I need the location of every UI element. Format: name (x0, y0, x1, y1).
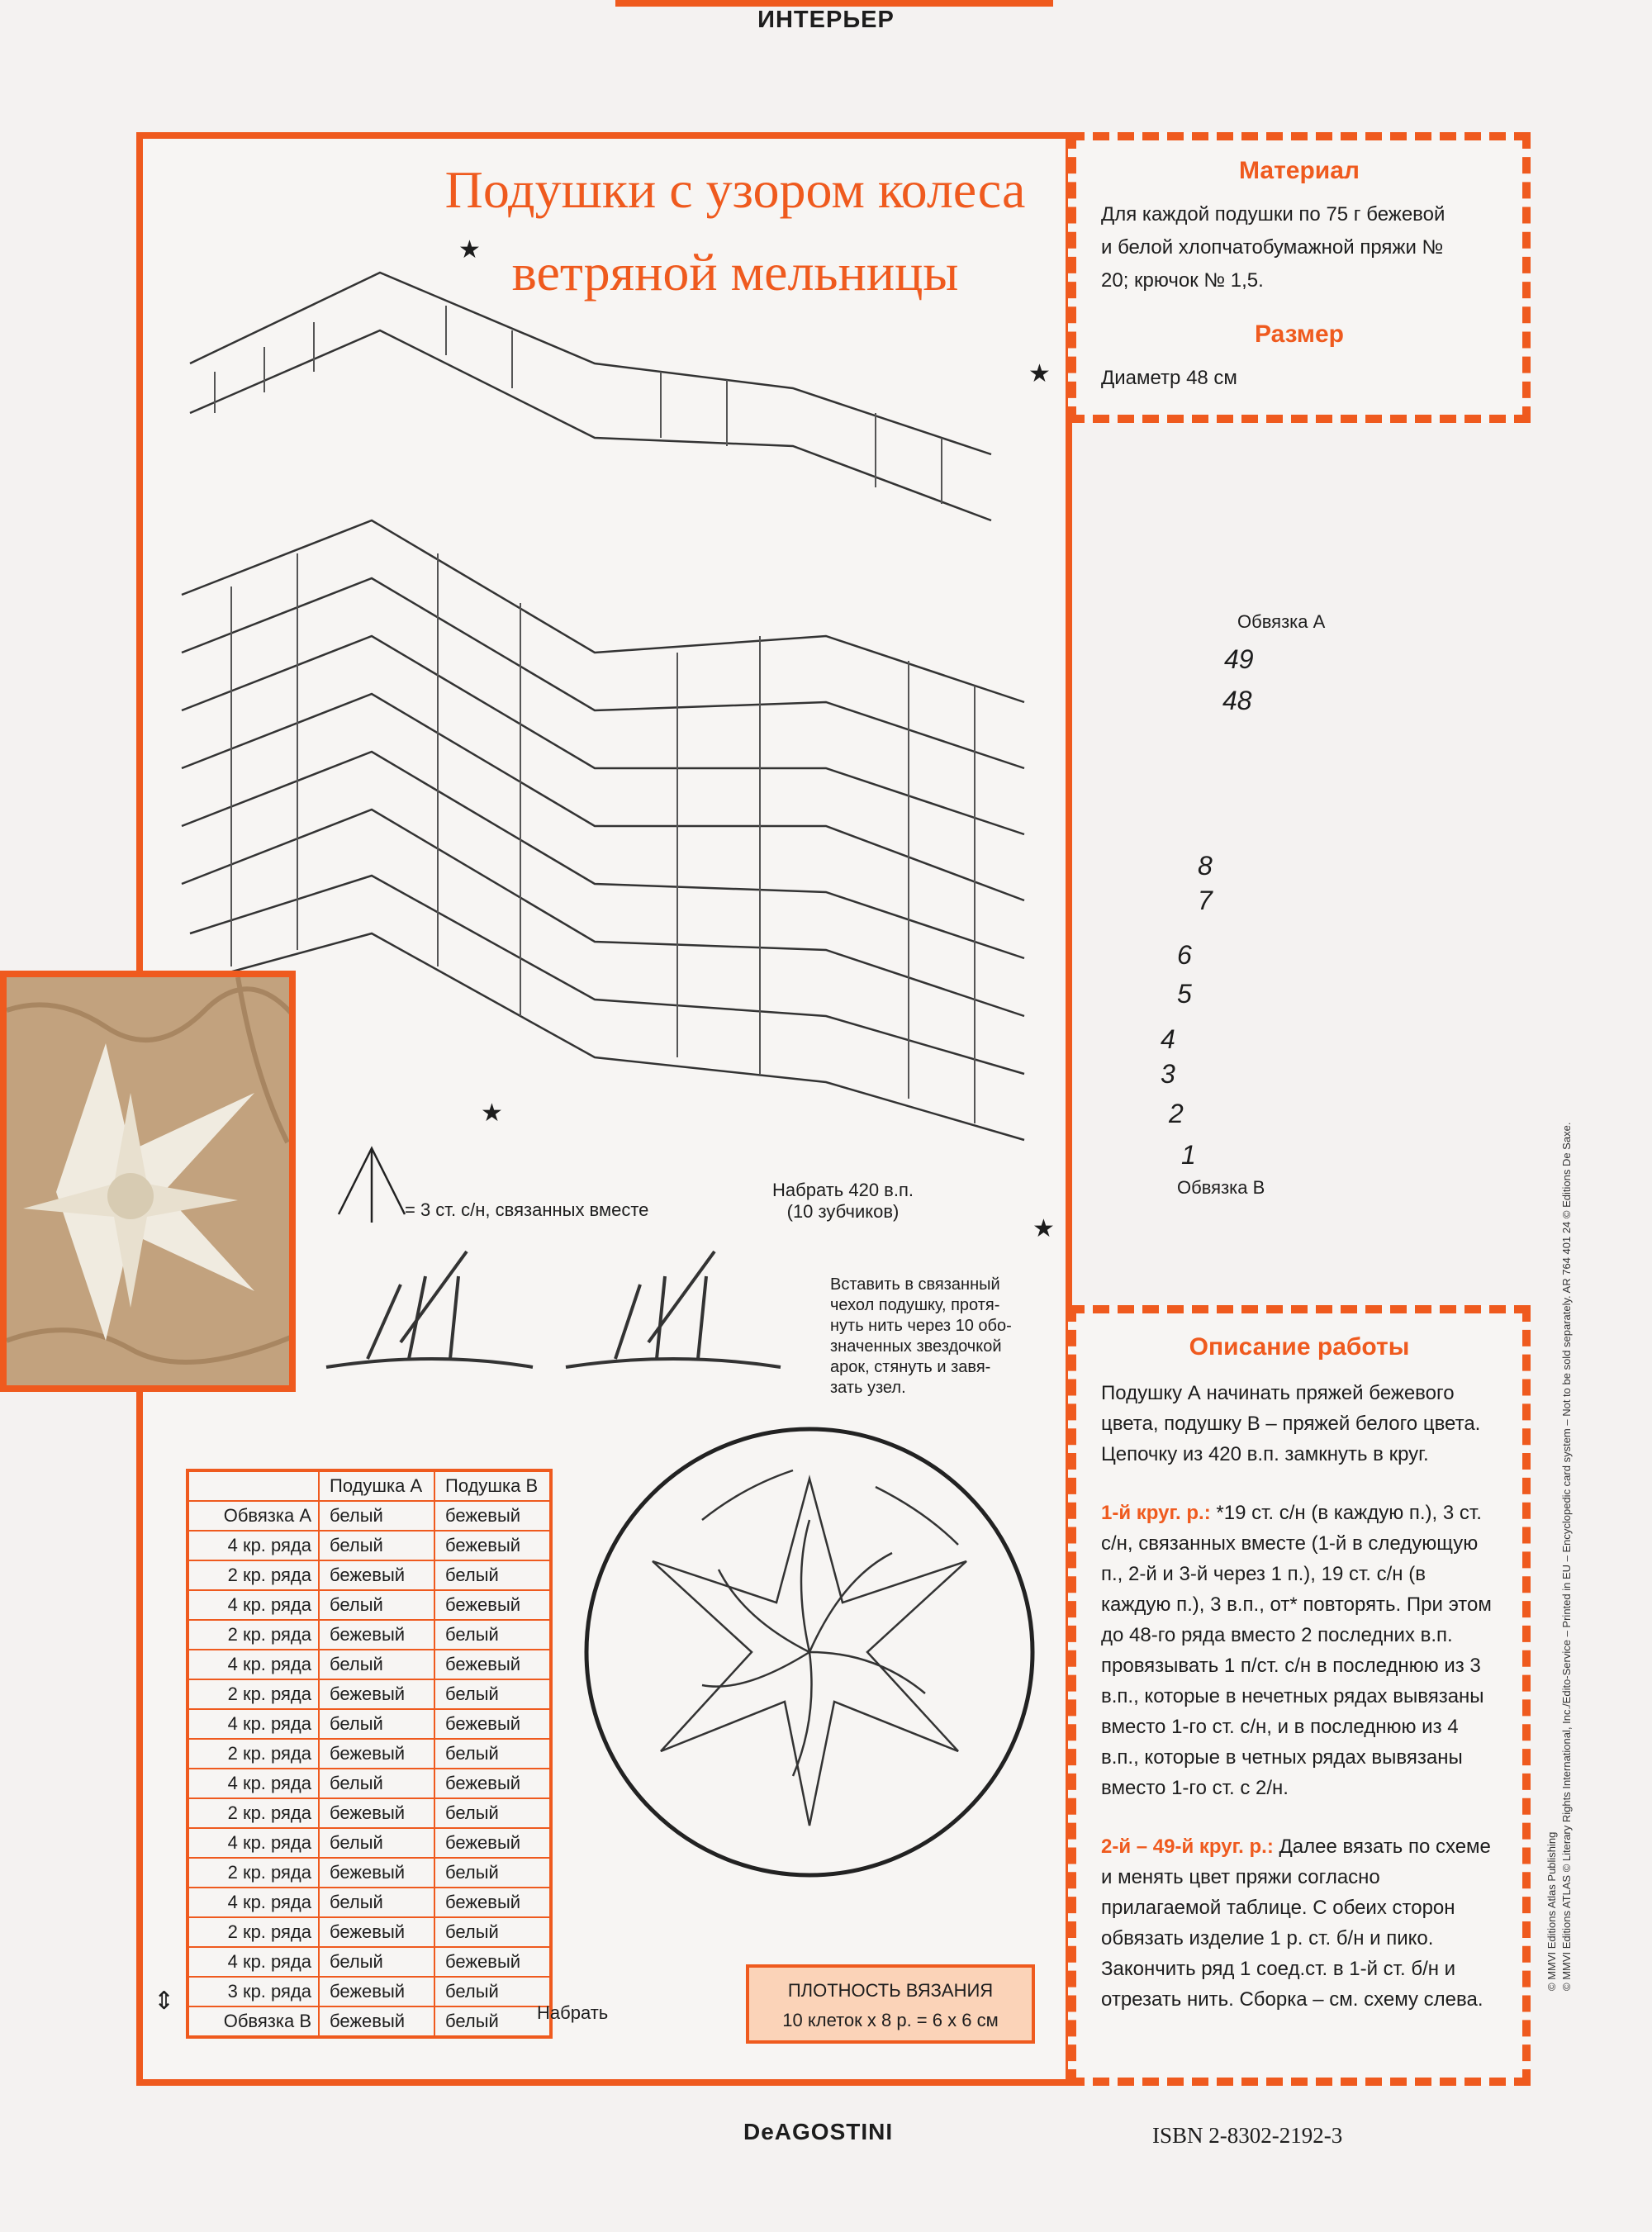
section-header: ИНТЕРЬЕР (757, 7, 895, 33)
row-label-49: 49 (1224, 644, 1254, 674)
table-row: 4 кр. ряда белый бежевый (188, 1947, 551, 1977)
table-row: 2 кр. ряда бежевый белый (188, 1858, 551, 1888)
description-rounds-2-49: 2-й – 49-й круг. р.: Далее вязать по схеме и менять цвет пряжи согласно прилагаемой таблице. С обеих сторон обвязать изделие 1 р. ст. б/н и пико. Закончить ряд 1 соед.ст. в 1-й ст. б/н и отрезать нить. Сборка – см. схему слева. (1101, 1835, 1491, 2011)
description-box (1068, 1305, 1531, 2086)
table-row: 2 кр. ряда бежевый белый (188, 1739, 551, 1769)
pillow-photo-image (7, 977, 296, 1392)
row-label-3: 3 (1161, 1059, 1175, 1089)
star-marker-icon: ★ (458, 236, 481, 264)
description-intro: Подушку А начинать пряжей бежевого цвета, подушку В – пряжей белого цвета. Цепочку из 420 в.п. замкнуть в круг. (1101, 1382, 1481, 1465)
table-header-row (188, 1470, 551, 1501)
row-label-4: 4 (1161, 1024, 1175, 1054)
table-row: Обвязка В бежевый белый (188, 2006, 551, 2037)
table-row: 4 кр. ряда белый бежевый (188, 1769, 551, 1798)
title-line-2: ветряной мельницы (511, 243, 959, 302)
gauge-heading: ПЛОТНОСТЬ ВЯЗАНИЯ (787, 1980, 994, 2001)
table-start-arrow-icon: ⇕ (154, 1987, 175, 2015)
table-header-cell (188, 1470, 319, 1501)
description-round-1: 1-й круг. р.: *19 ст. с/н (в каждую п.), 3 ст. с/н, связанных вместе (1-й в следующую п., 2-й и 3-й через 1 п.), 19 ст. с/н (в каждую п.), 3 в.п., от* повторять. При этом до 48-го ряда вместо 2 последних в.п. провязывать 1 п/ст. с/н в последнюю из 3 в.п., которые в нечетных рядах вывязаны вместо 1-го ст. с/н, и в последнюю из 4 в.п., которые в четных рядах вывязаны вместо 1-го ст. с 2/н. (1101, 1502, 1492, 1799)
pillow-photo (0, 971, 296, 1392)
table-row: Обвязка А белый бежевый (188, 1501, 551, 1531)
assembly-note: Вставить в связанный чехол подушку, протя- нуть нить через 10 обо- значенных звездочкой арок, стянуть и завя- зать узел. (830, 1275, 1012, 1397)
table-header-cell: Подушка В (434, 1470, 551, 1501)
row-label-48: 48 (1222, 686, 1252, 715)
material-text: Для каждой подушки по 75 г бежевой и белой хлопчатобумажной пряжи № 20; крючок № 1,5. (1101, 203, 1446, 292)
table-row: 2 кр. ряда бежевый белый (188, 1679, 551, 1709)
material-box (1068, 132, 1531, 423)
side-credit: © MMVI Editions Atlas Publishing © MMVI Editions ATLAS © Literary Rights International, Inc./Edito-Service – Printed in EU – Encyclopedic card system – Not to be sold separately. AR 764 401 24 © Editions De Saxe. (1545, 1122, 1573, 1991)
row-label-6: 6 (1177, 940, 1192, 970)
stitch-illustration (318, 1243, 797, 1392)
row-label-8: 8 (1198, 851, 1213, 881)
table-row: 4 кр. ряда белый бежевый (188, 1709, 551, 1739)
star-marker-icon: ★ (1028, 360, 1051, 387)
table-start-note: Набрать (537, 2002, 609, 2023)
size-heading: Размер (1254, 321, 1345, 348)
table-row: 4 кр. ряда белый бежевый (188, 1590, 551, 1620)
gauge-box (746, 1964, 1035, 2044)
row-label-binding-a: Обвязка А (1237, 611, 1326, 632)
legend-symbol-text: = 3 ст. с/н, связанных вместе (405, 1199, 649, 1220)
isbn: ISBN 2-8302-2192-3 (1152, 2123, 1343, 2148)
gauge-text: 10 клеток х 8 р. = 6 х 6 см (782, 2010, 999, 2030)
size-text: Диаметр 48 см (1101, 367, 1237, 389)
title-line-1: Подушки с узором колеса (444, 160, 1026, 219)
table-row: 2 кр. ряда бежевый белый (188, 1560, 551, 1590)
header-accent-bar (615, 0, 1053, 7)
row-label-2: 2 (1169, 1099, 1184, 1128)
table-row: 2 кр. ряда бежевый белый (188, 1917, 551, 1947)
table-row: 4 кр. ряда белый бежевый (188, 1650, 551, 1679)
table-row: 4 кр. ряда белый бежевый (188, 1888, 551, 1917)
table-row: 2 кр. ряда бежевый белый (188, 1798, 551, 1828)
star-marker-icon: ★ (481, 1099, 503, 1127)
publisher-logo: DeAGOSTINI (743, 2119, 894, 2144)
material-heading: Материал (1239, 157, 1360, 184)
table-row: 2 кр. ряда бежевый белый (188, 1620, 551, 1650)
color-table (186, 1469, 553, 2039)
row-label-5: 5 (1177, 979, 1192, 1009)
cast-on-note: Набрать 420 в.п. (10 зубчиков) (772, 1180, 914, 1222)
row-label-binding-b: Обвязка В (1177, 1177, 1265, 1198)
row-label-7: 7 (1198, 886, 1213, 915)
assembly-diagram (578, 1421, 1041, 1883)
row-label-1: 1 (1181, 1140, 1196, 1170)
table-row: 4 кр. ряда белый бежевый (188, 1531, 551, 1560)
table-header-cell: Подушка А (319, 1470, 434, 1501)
description-heading: Описание работы (1189, 1333, 1410, 1361)
table-row: 3 кр. ряда бежевый белый (188, 1977, 551, 2006)
star-marker-icon: ★ (1032, 1215, 1055, 1242)
table-row: 4 кр. ряда белый бежевый (188, 1828, 551, 1858)
